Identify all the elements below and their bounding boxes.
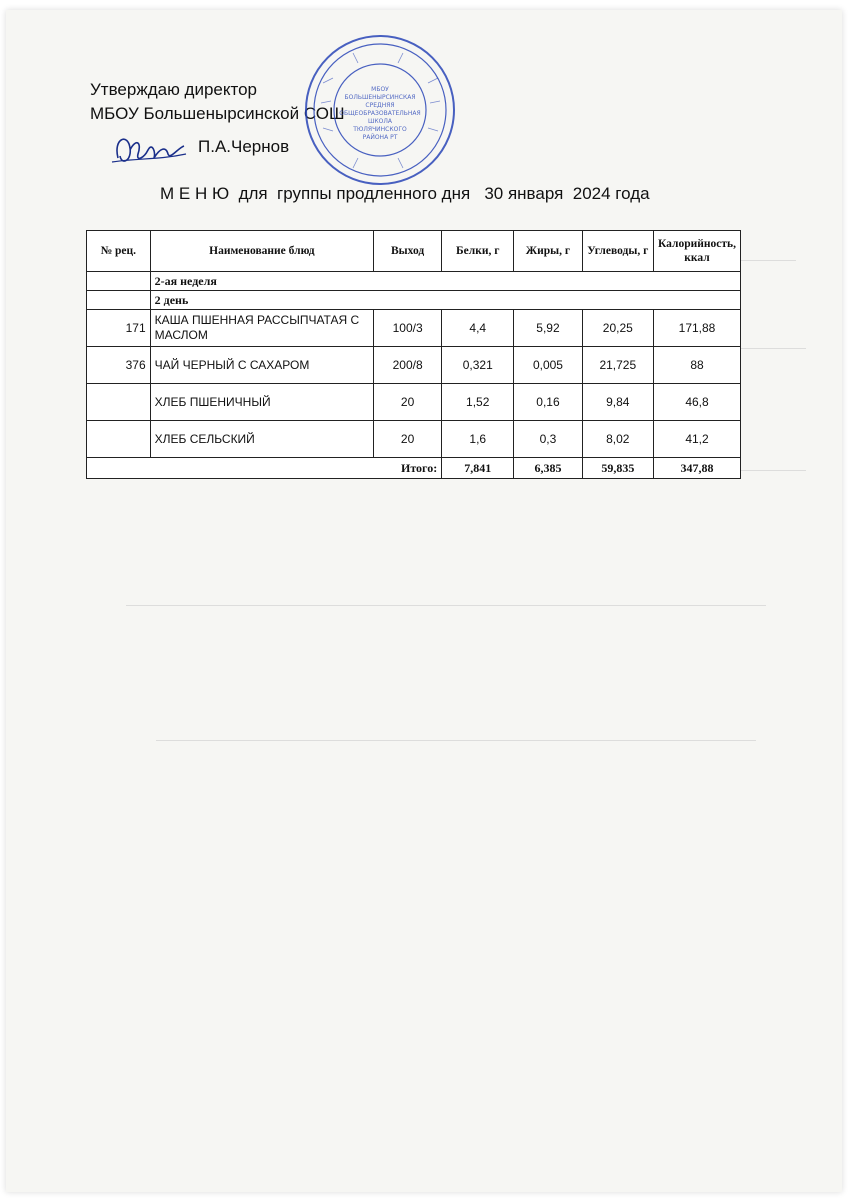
header-output: Выход [374,231,442,272]
approval-line-school: МБОУ Большенырсинской СОШ [90,104,345,123]
table-row [87,310,741,347]
week-label: 2-ая неделя [150,272,740,291]
table-row [87,421,741,458]
total-label: Итого: [87,458,442,479]
svg-text:СРЕДНЯЯ: СРЕДНЯЯ [365,102,395,109]
dish-name: ЧАЙ ЧЕРНЫЙ С САХАРОМ [150,347,373,384]
dish-calories: 46,8 [653,384,740,421]
total-calories: 347,88 [653,458,740,479]
table-header-row [87,231,741,272]
signature-image [108,128,188,170]
dish-output: 100/3 [374,310,442,347]
total-row [87,458,741,479]
dish-protein: 1,6 [442,421,514,458]
recipe-number: 171 [87,310,151,347]
header-carbs: Углеводы, г [582,231,653,272]
dish-calories: 88 [653,347,740,384]
svg-text:БОЛЬШЕНЫРСИНСКАЯ: БОЛЬШЕНЫРСИНСКАЯ [344,94,416,101]
dish-calories: 41,2 [653,421,740,458]
dish-fat: 0,005 [514,347,582,384]
approval-line-director: Утверждаю директор [90,80,258,99]
total-protein: 7,841 [442,458,514,479]
svg-text:ТЮЛЯЧИНСКОГО: ТЮЛЯЧИНСКОГО [353,126,407,133]
recipe-number: 376 [87,347,151,384]
dish-output: 20 [374,421,442,458]
week-row [87,272,741,291]
dish-name: ХЛЕБ ПШЕНИЧНЫЙ [150,384,373,421]
recipe-number [87,421,151,458]
header-fat: Жиры, г [514,231,582,272]
dish-carbs: 8,02 [582,421,653,458]
dish-protein: 0,321 [442,347,514,384]
dish-output: 20 [374,384,442,421]
dish-carbs: 21,725 [582,347,653,384]
dish-name: ХЛЕБ СЕЛЬСКИЙ [150,421,373,458]
menu-table [86,230,741,479]
table-row [87,347,741,384]
dish-calories: 171,88 [653,310,740,347]
dish-output: 200/8 [374,347,442,384]
dish-protein: 4,4 [442,310,514,347]
header-dish-name: Наименование блюд [150,231,373,272]
approval-line-name: П.А.Чернов [198,137,290,156]
dish-carbs: 9,84 [582,384,653,421]
dish-fat: 5,92 [514,310,582,347]
day-label: 2 день [150,291,740,310]
header-protein: Белки, г [442,231,514,272]
table-row [87,384,741,421]
menu-title: М Е Н Ю для группы продленного дня 30 января 2024 года [160,184,650,203]
svg-text:ОБЩЕОБРАЗОВАТЕЛЬНАЯ: ОБЩЕОБРАЗОВАТЕЛЬНАЯ [339,110,421,117]
svg-text:РАЙОНА РТ: РАЙОНА РТ [362,134,398,141]
total-fat: 6,385 [514,458,582,479]
recipe-number [87,384,151,421]
dish-protein: 1,52 [442,384,514,421]
svg-text:ШКОЛА: ШКОЛА [367,118,393,125]
header-calories: Калорийность, ккал [653,231,740,272]
dish-name: КАША ПШЕННАЯ РАССЫПЧАТАЯ С МАСЛОМ [150,310,373,347]
day-row [87,291,741,310]
total-carbs: 59,835 [582,458,653,479]
school-stamp-seal [303,33,458,188]
dish-fat: 0,16 [514,384,582,421]
svg-text:МБОУ: МБОУ [371,86,389,93]
header-recipe-number: № рец. [87,231,151,272]
dish-fat: 0,3 [514,421,582,458]
dish-carbs: 20,25 [582,310,653,347]
